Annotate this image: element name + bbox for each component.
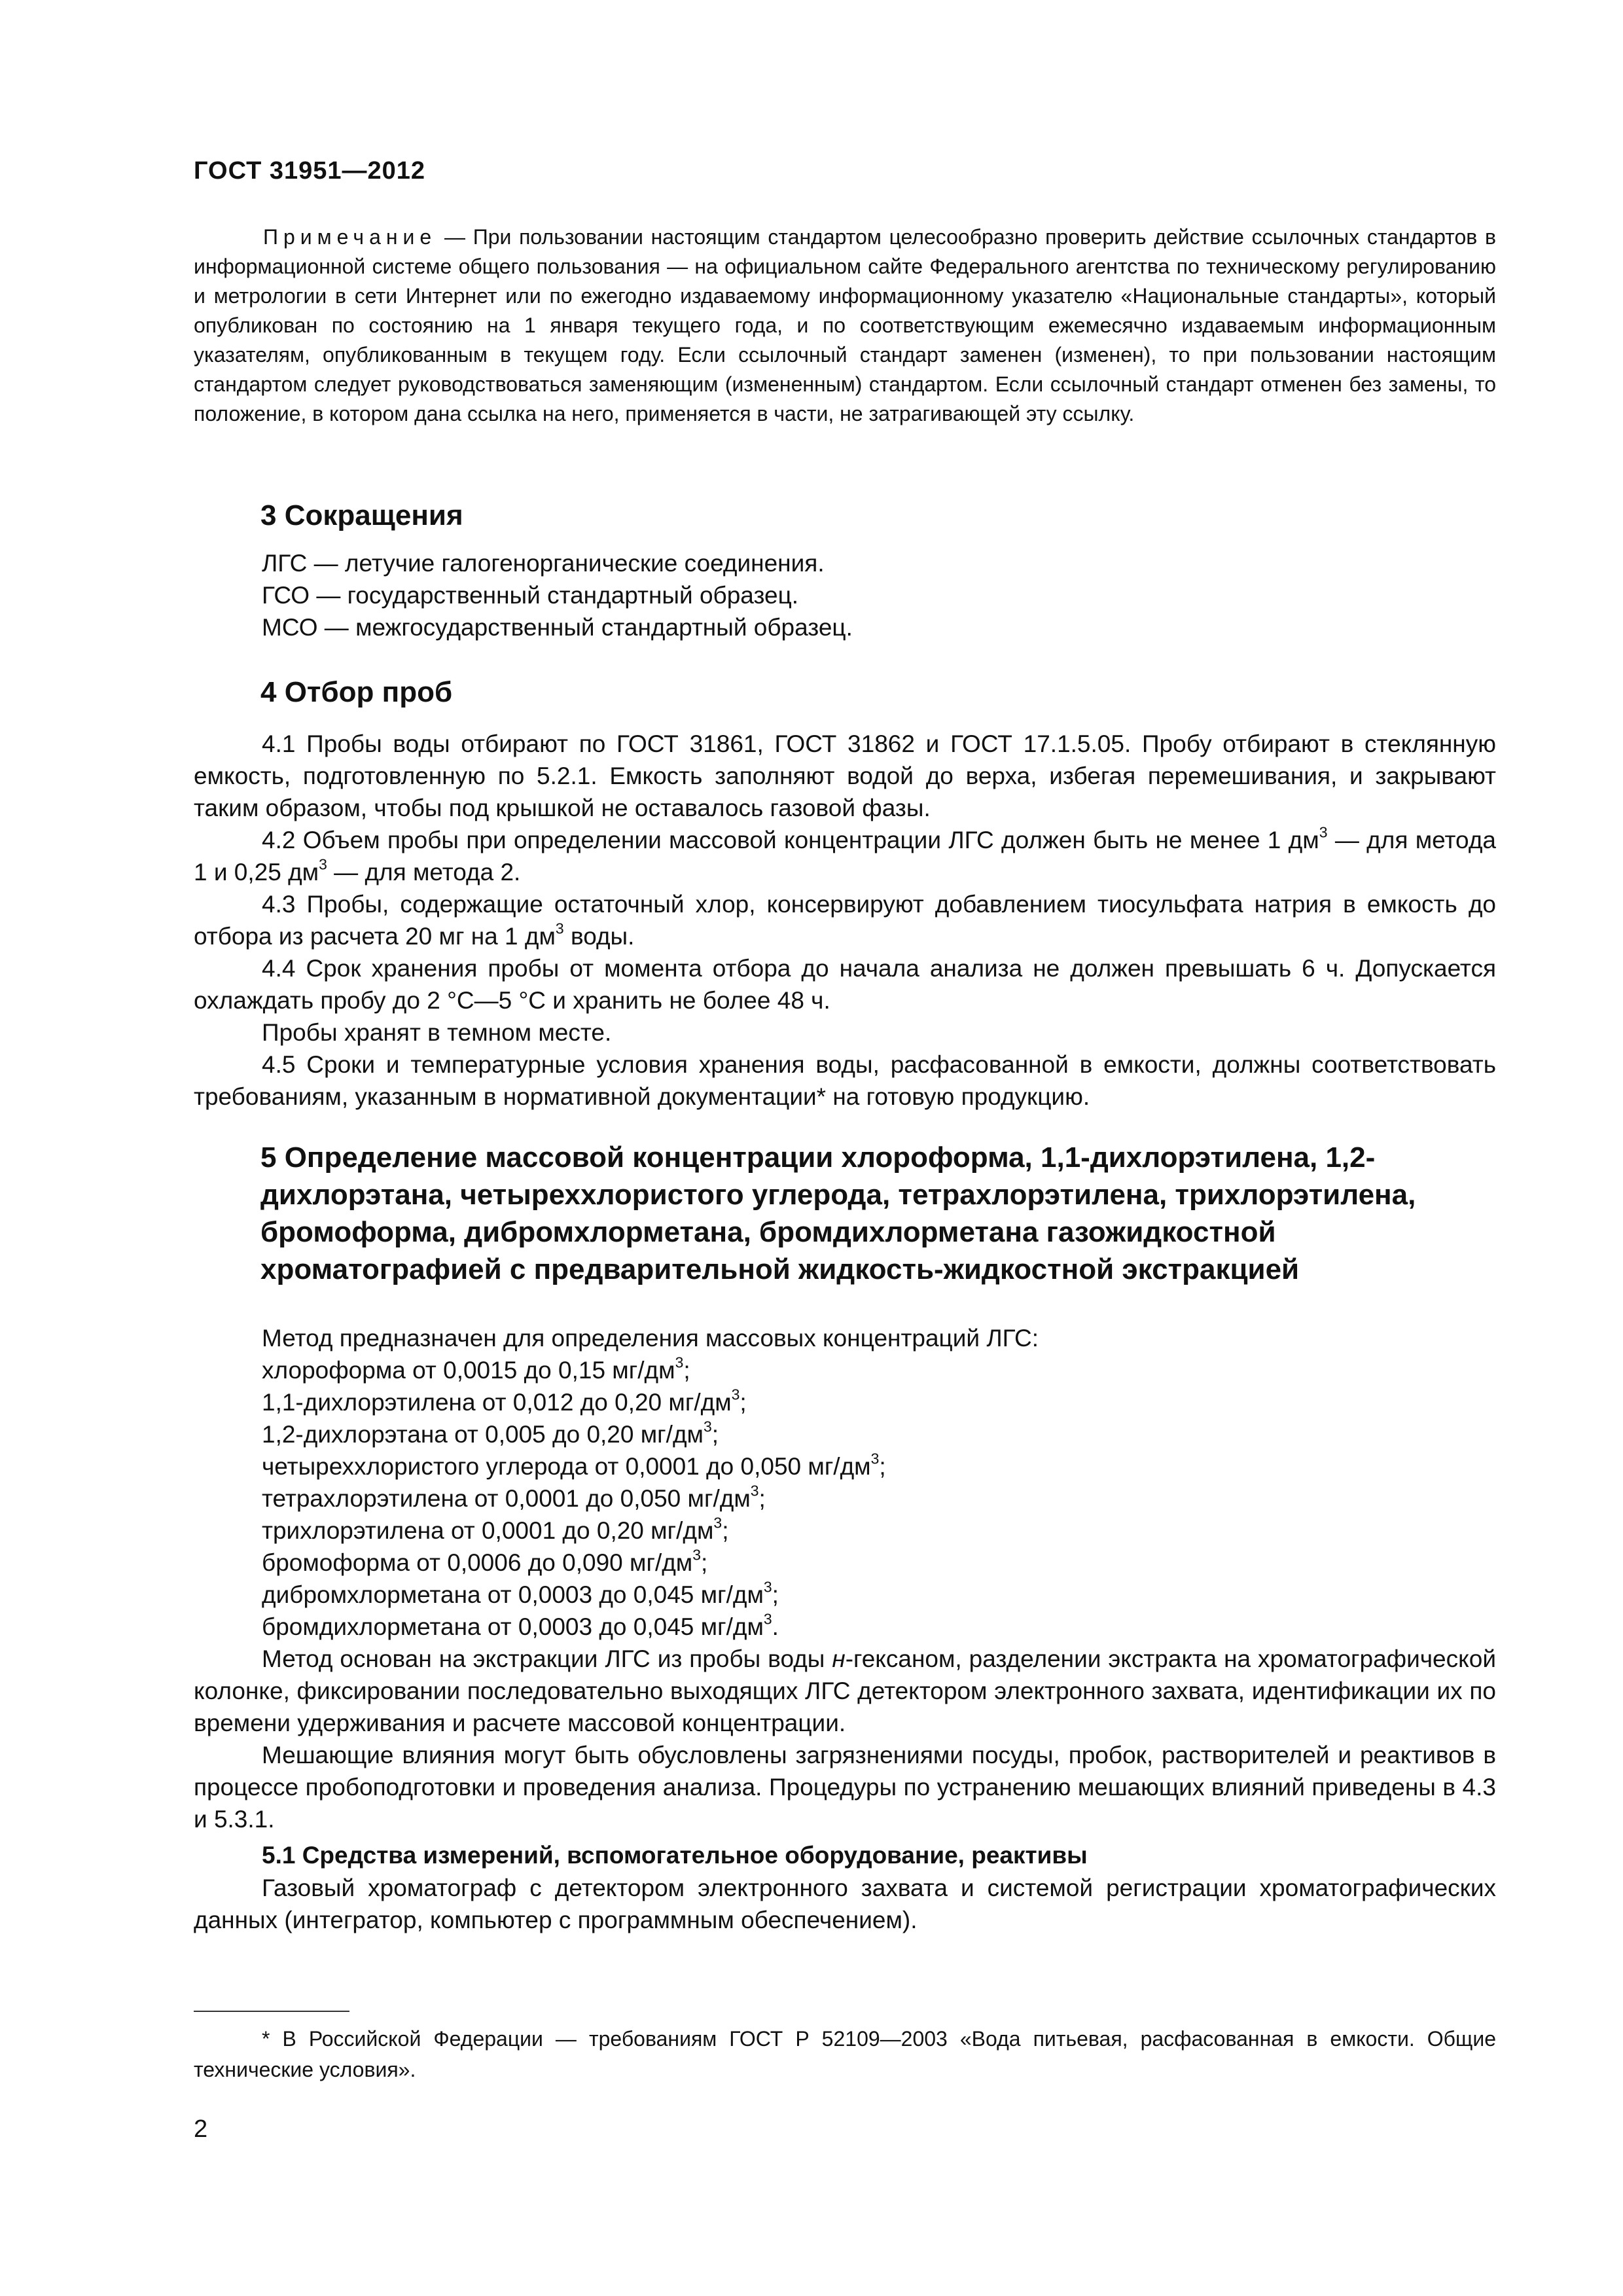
- note-text: — При пользовании настоящим стандартом целесообразно проверить действие ссылочных стандартов в информационной системе общего пользования — на официальном сайте Федерального агентства по техническому регулированию и метрологии в сети Интернет или по ежегодно издаваемому информационному указателю «Национальные стандарты», который опубликован по состоянию на 1 января текущего года, и по соответствующим ежемесячно издаваемым информационным указателям, опубликованным в текущем году. Если ссылочный стандарт заменен (изменен), то при пользовании настоящим стандартом следует руководствоваться заменяющим (измененным) стандартом. Если ссылочный стандарт отменен без замены, то положение, в котором дана ссылка на него, применяется в части, не затрагивающей эту ссылку.: [194, 225, 1496, 425]
- concentration-range-item: дибромхлорметана от 0,0003 до 0,045 $мг/дм^3$;: [262, 1578, 779, 1608]
- paragraph-storage: Пробы хранят в темном месте.: [262, 1019, 612, 1046]
- note-label: Примечание: [263, 225, 437, 249]
- reference-note: [194, 223, 1496, 429]
- concentration-range-item: 1,2-дихлорэтана от 0,005 до 0,20 $мг/дм^3$;: [262, 1418, 719, 1448]
- section-heading: 4 Отбор проб: [260, 676, 453, 708]
- equipment-paragraph: Газовый хроматограф с детектором электронного захвата и системой регистрации хроматографических данных (интегратор, компьютер с программным обеспечением).: [194, 1874, 1496, 1933]
- concentration-range-item: хлороформа от 0,0015 до 0,15 $мг/дм^3$;: [262, 1354, 690, 1384]
- concentration-range-item: четыреххлористого углерода от 0,0001 до 0,050 $мг/дм^3$;: [262, 1450, 886, 1480]
- concentration-range-item: бромоформа от 0,0006 до 0,090 $мг/дм^3$;: [262, 1546, 708, 1576]
- concentration-range-item: трихлорэтилена от 0,0001 до 0,20 $мг/дм^3$;: [262, 1514, 729, 1544]
- concentration-range-item: тетрахлорэтилена от 0,0001 до 0,050 $мг/дм^3$;: [262, 1482, 766, 1512]
- page-number: 2: [194, 2115, 208, 2143]
- section-abbreviations: [194, 497, 1496, 643]
- method-principle: Метод основан на экстракции ЛГС из пробы воды н-гексаном, разделении экстракта на хроматографической колонке, фиксировании последовательно выходящих ЛГС детектором электронного захвата, идентификации их по времени удерживания и расчете массовой концентрации.: [194, 1645, 1496, 1736]
- abbreviation-item: ЛГС — летучие галогенорганические соединения.: [262, 550, 825, 577]
- paragraph-4-2: 4.2 Объем пробы при определении массовой концентрации ЛГС должен быть не менее 1 $дм^3$ — для метода 1 и 0,25 $дм^3$ — для метода 2.: [194, 823, 1496, 886]
- subsection-heading: 5.1 Средства измерений, вспомогательное оборудование, реактивы: [262, 1842, 1088, 1869]
- section-sampling: [194, 674, 1496, 1113]
- paragraph-4-5: 4.5 Сроки и температурные условия хранения воды, расфасованной в емкости, должны соответствовать требованиям, указанным в нормативной документации* на готовую продукцию.: [194, 1051, 1496, 1110]
- concentration-ranges: [194, 1354, 1496, 1643]
- interference-paragraph: Мешающие влияния могут быть обусловлены загрязнениями посуды, пробок, растворителей и реактивов в процессе пробоподготовки и проведения анализа. Процедуры по устранению мешающих влияний приведены в 4.3 и 5.3.1.: [194, 1742, 1496, 1833]
- abbreviation-item: ГСО — государственный стандартный образец.: [262, 582, 799, 609]
- method-intro: Метод предназначен для определения массовых концентраций ЛГС:: [262, 1325, 1039, 1352]
- abbreviation-item: МСО — межгосударственный стандартный образец.: [262, 614, 853, 641]
- footnote-divider: [194, 2011, 349, 2012]
- section-heading: 5 Определение массовой концентрации хлороформа, 1,1-дихлорэтилена, 1,2-дихлорэтана, четыреххлористого углерода, тетрахлорэтилена, трихлорэтилена, бромоформа, дибромхлорметана, бромдихлорметана газожидкостной хроматографией с предварительной жидкость-жидкостной экстракцией: [260, 1141, 1416, 1285]
- concentration-range-item: бромдихлорметана от 0,0003 до 0,045 $мг/дм^3$.: [262, 1610, 779, 1640]
- section-heading: 3 Сокращения: [260, 499, 463, 531]
- document-code: ГОСТ 31951—2012: [194, 157, 426, 185]
- paragraph-4-3: 4.3 Пробы, содержащие остаточный хлор, консервируют добавлением тиосульфата натрия в емкость до отбора из расчета 20 мг на 1 $дм^3$ воды.: [194, 891, 1496, 950]
- footnote: * В Российской Федерации — требованиям ГОСТ Р 52109—2003 «Вода питьевая, расфасованная в емкости. Общие технические условия».: [194, 2027, 1496, 2081]
- section-method: [194, 1139, 1496, 1936]
- concentration-range-item: 1,1-дихлорэтилена от 0,012 до 0,20 $мг/дм^3$;: [262, 1386, 747, 1416]
- paragraph-4-1: 4.1 Пробы воды отбирают по ГОСТ 31861, ГОСТ 31862 и ГОСТ 17.1.5.05. Пробу отбирают в стеклянную емкость, подготовленную по 5.2.1. Емкость заполняют водой до верха, избегая перемешивания, и закрывают таким образом, чтобы под крышкой не оставалось газовой фазы.: [194, 730, 1496, 821]
- paragraph-4-4: 4.4 Срок хранения пробы от момента отбора до начала анализа не должен превышать 6 ч. Допускается охлаждать пробу до 2 °С—5 °С и хранить не более 48 ч.: [194, 955, 1496, 1014]
